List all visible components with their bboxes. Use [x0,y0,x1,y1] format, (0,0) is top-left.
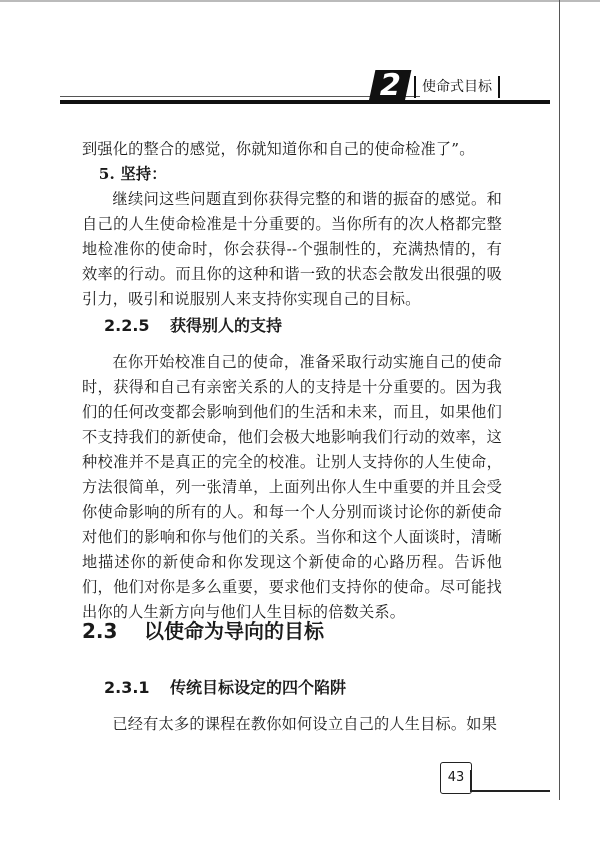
page-right-edge [559,0,560,800]
section-heading-2-2-5 [104,314,282,338]
section-number: 2.3.1 [104,678,150,697]
page-top-edge [0,0,600,2]
continued-paragraph: 到强化的整合的感觉，你就知道你和自己的使命检准了”。 [82,140,475,158]
header-thin-rule [60,96,420,97]
section-2-3-1-paragraph: 已经有太多的课程在教你如何设立自己的人生目标。如果 [112,715,498,733]
text-block-2-3-1 [82,712,502,737]
header-rule [60,100,550,104]
page-number-frame-vertical [470,770,472,792]
text-block-top [82,137,502,312]
section-2-2-5-paragraph: 在你开始校准自己的使命，准备采取行动实施自己的使命时，获得和自己有亲密关系的人的支持是十分重要的。因为我们的任何改变都会影响到他们的生活和未来，而且，如果他们不支持我们的新使命，他们会极大地影响我们行动的效率，这种校准并不是真正的完全的校准。让别人支持你的人生使命，方法很简单，列一张清单，上面列出你人生中重要的并且会受你使命影响的所有的人。和每一个人分别而谈讨论你的新使命对他们的影响和你与他们的关系。当你和这个人面谈时，清晰地描述你的新使命和你发现这个新使命的心路历程。告诉他们，他们对你是多么重要，要求他们支持你的使命。尽可能找出你的人生新方向与他们人生目标的倍数关系。 [82,353,502,621]
text-block-2-2-5 [82,350,502,625]
section-heading-2-3-1 [104,676,346,700]
section-number: 2.2.5 [104,316,150,335]
page-number: 43 [440,762,472,794]
section-number: 2.3 [82,619,118,643]
section-title: 获得别人的支持 [170,316,283,335]
item-5-paragraph: 继续问这些问题直到你获得完整的和谐的振奋的感觉。和自己的人生使命检准是十分重要的。当你所有的次人格都完整地检准你的使命时，你会获得--个强制性的，充满热情的，有效率的行动。而且你的这种和谐一致的状态会散发出很强的吸引力，吸引和说服别人来支持你实现自己的目标。 [82,190,502,308]
page-number-frame-rule [470,790,550,792]
chapter-running-title: 使命式目标 [414,76,500,98]
section-title: 以使命为导向的目标 [144,619,324,643]
item-5-label: 5. 坚持： [98,165,167,183]
chapter-number-badge: 2 [369,70,412,102]
section-title: 传统目标设定的四个陷阱 [170,678,347,697]
section-heading-2-3 [82,616,324,646]
